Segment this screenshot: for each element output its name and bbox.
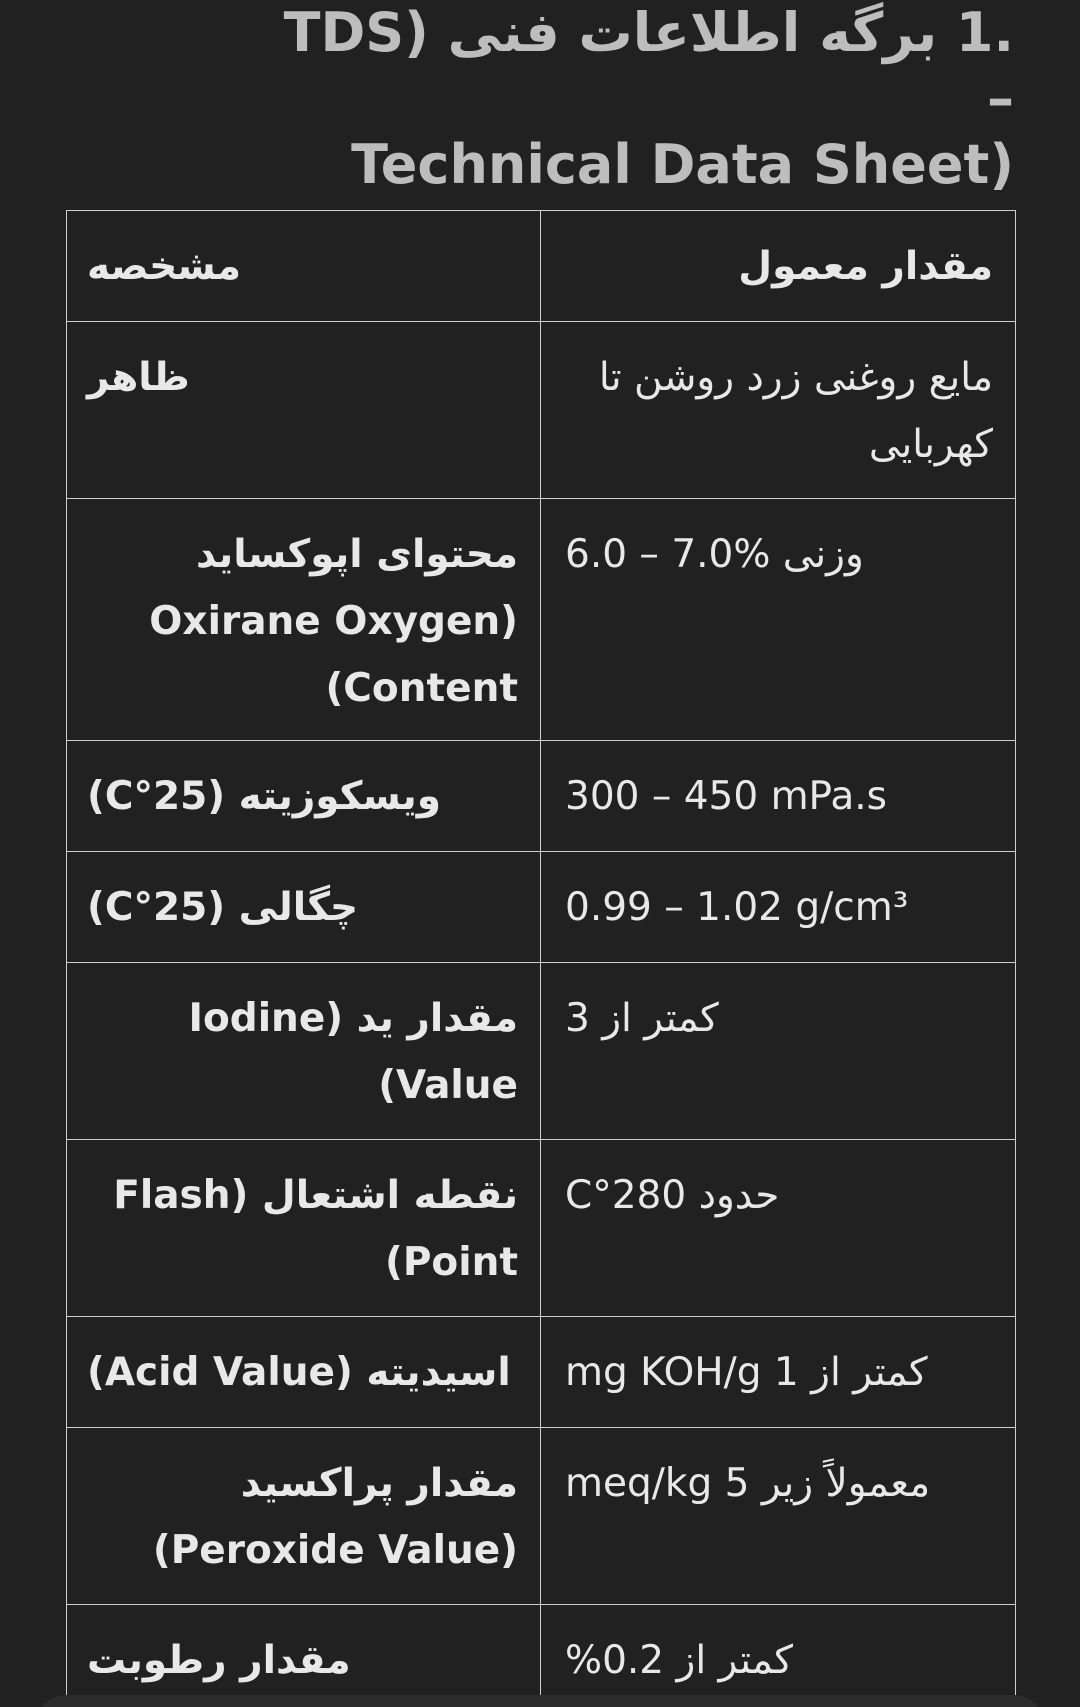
table-row xyxy=(67,1605,1015,1707)
heading-line-2: (Technical Data Sheet xyxy=(351,133,1014,196)
table-row xyxy=(67,963,1015,1140)
row-spec: نقطه اشتعال (Flash Point) xyxy=(67,1140,541,1316)
row-spec: چگالی (25°C) xyxy=(67,852,541,962)
row-value: 0.99 – 1.02 g/cm³ xyxy=(565,885,909,930)
row-spec: ویسکوزیته (25°C) xyxy=(67,741,541,851)
row-value: کمتر از 0.2% xyxy=(565,1638,793,1683)
table-header-row xyxy=(67,211,1015,322)
header-spec: مشخصه xyxy=(67,211,541,321)
row-value: مایع روغنی زرد روشن تا کهربایی xyxy=(598,355,993,467)
row-value: کمتر از 1 mg KOH/g xyxy=(565,1350,928,1395)
row-spec: اسیدیته (Acid Value) xyxy=(67,1317,541,1427)
table-row xyxy=(67,1317,1015,1428)
row-spec: محتوای اپوکساید Oxirane Oxygen) (Content xyxy=(67,499,541,740)
table-row xyxy=(67,852,1015,963)
row-value: 300 – 450 mPa.s xyxy=(565,774,887,819)
row-value: حدود 280°C xyxy=(565,1173,780,1218)
technical-data-table xyxy=(66,210,1016,1707)
row-value: معمولاً زیر 5 meq/kg xyxy=(565,1461,931,1506)
table-row xyxy=(67,741,1015,852)
table-row xyxy=(67,1140,1015,1317)
heading-line-1: .1 برگه اطلاعات فنی (TDS – xyxy=(283,1,1014,130)
table-row xyxy=(67,322,1015,499)
row-value: کمتر از 3 xyxy=(565,996,719,1041)
row-spec: ظاهر xyxy=(67,322,541,498)
header-value: مقدار معمول xyxy=(738,244,993,289)
row-spec: مقدار رطوبت xyxy=(67,1605,541,1707)
table-row xyxy=(67,499,1015,741)
section-heading xyxy=(254,0,1014,198)
table-row xyxy=(67,1428,1015,1605)
bottom-sheet-handle[interactable] xyxy=(36,1695,1044,1707)
row-spec: مقدار ید (Iodine Value) xyxy=(67,963,541,1139)
row-spec: مقدار پراکسید (Peroxide Value) xyxy=(67,1428,541,1604)
row-value: 6.0 – 7.0% وزنی xyxy=(565,532,864,577)
